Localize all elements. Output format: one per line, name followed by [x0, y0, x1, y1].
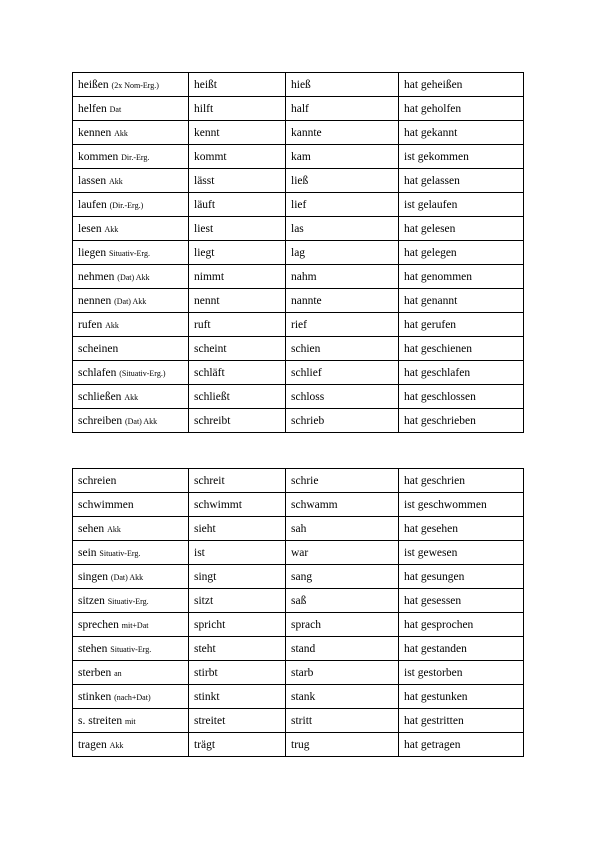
- perfect-cell: hat gestunken: [399, 685, 524, 709]
- infinitive-cell: [73, 337, 189, 361]
- complement-note: (Situativ-Erg.): [119, 368, 166, 378]
- infinitive-text: sehen: [78, 522, 105, 535]
- present-cell: ruft: [189, 313, 286, 337]
- infinitive-text: heißen: [78, 78, 109, 91]
- infinitive-cell: [73, 241, 189, 265]
- table-row: [73, 361, 524, 385]
- infinitive-cell: [73, 685, 189, 709]
- complement-note: Situativ-Erg.: [108, 248, 150, 258]
- complement-note: Akk: [109, 740, 124, 750]
- complement-note: Akk: [107, 524, 121, 534]
- infinitive-text: lassen: [78, 174, 107, 187]
- present-cell: schreibt: [189, 409, 286, 433]
- infinitive-text: liegen: [78, 246, 107, 259]
- infinitive-cell: [73, 493, 189, 517]
- infinitive-cell: [73, 73, 189, 97]
- preterite-cell: sprach: [286, 613, 399, 637]
- present-cell: singt: [189, 565, 286, 589]
- infinitive-text: schreiben: [78, 414, 123, 427]
- complement-note: Akk: [114, 128, 128, 138]
- infinitive-cell: [73, 661, 189, 685]
- complement-note: Akk: [104, 224, 119, 234]
- table-row: [73, 589, 524, 613]
- infinitive-text: s. streiten: [78, 714, 123, 727]
- table-row: [73, 217, 524, 241]
- perfect-cell: hat geschienen: [399, 337, 524, 361]
- infinitive-cell: [73, 565, 189, 589]
- infinitive-cell: [73, 169, 189, 193]
- infinitive-cell: [73, 265, 189, 289]
- complement-note: Akk: [108, 176, 123, 186]
- infinitive-text: laufen: [78, 198, 107, 211]
- perfect-cell: ist geschwommen: [399, 493, 524, 517]
- infinitive-cell: [73, 313, 189, 337]
- infinitive-text: sein: [78, 546, 97, 559]
- table-row: [73, 709, 524, 733]
- preterite-cell: hieß: [286, 73, 399, 97]
- perfect-cell: hat gestritten: [399, 709, 524, 733]
- infinitive-text: schreien: [78, 474, 117, 487]
- perfect-cell: ist gekommen: [399, 145, 524, 169]
- table-row: [73, 469, 524, 493]
- present-cell: nennt: [189, 289, 286, 313]
- infinitive-text: tragen: [78, 738, 107, 751]
- present-cell: sieht: [189, 517, 286, 541]
- perfect-cell: ist gelaufen: [399, 193, 524, 217]
- perfect-cell: hat geheißen: [399, 73, 524, 97]
- preterite-cell: trug: [286, 733, 399, 757]
- present-cell: kennt: [189, 121, 286, 145]
- complement-note: Dat: [109, 104, 122, 114]
- preterite-cell: stand: [286, 637, 399, 661]
- infinitive-text: sitzen: [78, 594, 105, 607]
- perfect-cell: hat gelegen: [399, 241, 524, 265]
- complement-note: (Dir.-Erg.): [109, 200, 144, 210]
- table-row: [73, 385, 524, 409]
- complement-note: (nach+Dat): [114, 692, 151, 702]
- perfect-cell: hat geschrieben: [399, 409, 524, 433]
- preterite-cell: starb: [286, 661, 399, 685]
- infinitive-text: singen: [78, 570, 109, 583]
- table-row: [73, 73, 524, 97]
- table-row: [73, 193, 524, 217]
- present-cell: ist: [189, 541, 286, 565]
- preterite-cell: kannte: [286, 121, 399, 145]
- verb-table-2: [72, 468, 524, 757]
- infinitive-text: stehen: [78, 642, 108, 655]
- table-row: [73, 541, 524, 565]
- perfect-cell: hat gestanden: [399, 637, 524, 661]
- table-row: [73, 613, 524, 637]
- perfect-cell: hat gerufen: [399, 313, 524, 337]
- infinitive-cell: [73, 637, 189, 661]
- table-row: [73, 265, 524, 289]
- preterite-cell: nannte: [286, 289, 399, 313]
- complement-note: Situativ-Erg.: [99, 548, 141, 558]
- perfect-cell: ist gewesen: [399, 541, 524, 565]
- table-row: [73, 337, 524, 361]
- infinitive-cell: [73, 409, 189, 433]
- present-cell: lässt: [189, 169, 286, 193]
- preterite-cell: lief: [286, 193, 399, 217]
- infinitive-cell: [73, 97, 189, 121]
- perfect-cell: hat gekannt: [399, 121, 524, 145]
- infinitive-cell: [73, 385, 189, 409]
- infinitive-cell: [73, 289, 189, 313]
- present-cell: trägt: [189, 733, 286, 757]
- present-cell: nimmt: [189, 265, 286, 289]
- complement-note: (Dat) Akk: [117, 272, 150, 282]
- complement-note: an: [114, 668, 122, 678]
- infinitive-cell: [73, 709, 189, 733]
- infinitive-cell: [73, 121, 189, 145]
- table-row: [73, 733, 524, 757]
- preterite-cell: ließ: [286, 169, 399, 193]
- preterite-cell: schwamm: [286, 493, 399, 517]
- present-cell: sitzt: [189, 589, 286, 613]
- perfect-cell: hat geschlossen: [399, 385, 524, 409]
- preterite-cell: schloss: [286, 385, 399, 409]
- complement-note: (Dat) Akk: [114, 296, 147, 306]
- infinitive-text: schließen: [78, 390, 122, 403]
- table-row: [73, 145, 524, 169]
- present-cell: schreit: [189, 469, 286, 493]
- infinitive-text: kennen: [78, 126, 112, 139]
- preterite-cell: lag: [286, 241, 399, 265]
- present-cell: schwimmt: [189, 493, 286, 517]
- perfect-cell: hat geholfen: [399, 97, 524, 121]
- table-row: [73, 289, 524, 313]
- infinitive-text: schlafen: [78, 366, 117, 379]
- perfect-cell: hat geschlafen: [399, 361, 524, 385]
- table-row: [73, 661, 524, 685]
- preterite-cell: schrieb: [286, 409, 399, 433]
- present-cell: schläft: [189, 361, 286, 385]
- present-cell: steht: [189, 637, 286, 661]
- table-row: [73, 169, 524, 193]
- preterite-cell: nahm: [286, 265, 399, 289]
- preterite-cell: schien: [286, 337, 399, 361]
- perfect-cell: ist gestorben: [399, 661, 524, 685]
- table-row: [73, 637, 524, 661]
- infinitive-cell: [73, 469, 189, 493]
- perfect-cell: hat gesungen: [399, 565, 524, 589]
- perfect-cell: hat gelesen: [399, 217, 524, 241]
- present-cell: hilft: [189, 97, 286, 121]
- infinitive-cell: [73, 217, 189, 241]
- perfect-cell: hat gesprochen: [399, 613, 524, 637]
- complement-note: Akk: [105, 320, 119, 330]
- infinitive-text: nennen: [78, 294, 112, 307]
- complement-note: (Dat) Akk: [124, 416, 158, 426]
- complement-note: mit: [124, 716, 136, 726]
- infinitive-text: schwimmen: [78, 498, 134, 511]
- preterite-cell: half: [286, 97, 399, 121]
- infinitive-cell: [73, 517, 189, 541]
- perfect-cell: hat gelassen: [399, 169, 524, 193]
- infinitive-text: rufen: [78, 318, 103, 331]
- infinitive-cell: [73, 361, 189, 385]
- perfect-cell: hat geschrien: [399, 469, 524, 493]
- preterite-cell: saß: [286, 589, 399, 613]
- infinitive-cell: [73, 589, 189, 613]
- preterite-cell: schlief: [286, 361, 399, 385]
- preterite-cell: schrie: [286, 469, 399, 493]
- preterite-cell: sah: [286, 517, 399, 541]
- table-row: [73, 241, 524, 265]
- table-row: [73, 565, 524, 589]
- table-row: [73, 313, 524, 337]
- present-cell: stirbt: [189, 661, 286, 685]
- infinitive-text: nehmen: [78, 270, 115, 283]
- present-cell: liegt: [189, 241, 286, 265]
- infinitive-text: stinken: [78, 690, 112, 703]
- infinitive-text: kommen: [78, 150, 119, 163]
- present-cell: stinkt: [189, 685, 286, 709]
- perfect-cell: hat getragen: [399, 733, 524, 757]
- preterite-cell: stritt: [286, 709, 399, 733]
- infinitive-text: helfen: [78, 102, 107, 115]
- table-row: [73, 493, 524, 517]
- complement-note: Situativ-Erg.: [107, 596, 149, 606]
- infinitive-text: sprechen: [78, 618, 119, 631]
- complement-note: Dir.-Erg.: [121, 152, 150, 162]
- preterite-cell: sang: [286, 565, 399, 589]
- table-row: [73, 121, 524, 145]
- complement-note: Akk: [124, 392, 139, 402]
- infinitive-text: scheinen: [78, 342, 119, 355]
- preterite-cell: las: [286, 217, 399, 241]
- present-cell: läuft: [189, 193, 286, 217]
- table-row: [73, 517, 524, 541]
- infinitive-cell: [73, 541, 189, 565]
- infinitive-cell: [73, 733, 189, 757]
- perfect-cell: hat gesehen: [399, 517, 524, 541]
- present-cell: scheint: [189, 337, 286, 361]
- present-cell: liest: [189, 217, 286, 241]
- preterite-cell: war: [286, 541, 399, 565]
- present-cell: heißt: [189, 73, 286, 97]
- perfect-cell: hat genommen: [399, 265, 524, 289]
- preterite-cell: kam: [286, 145, 399, 169]
- complement-note: Situativ-Erg.: [110, 644, 152, 654]
- present-cell: kommt: [189, 145, 286, 169]
- infinitive-cell: [73, 613, 189, 637]
- perfect-cell: hat genannt: [399, 289, 524, 313]
- preterite-cell: rief: [286, 313, 399, 337]
- present-cell: streitet: [189, 709, 286, 733]
- present-cell: schließt: [189, 385, 286, 409]
- table-row: [73, 409, 524, 433]
- infinitive-text: sterben: [78, 666, 112, 679]
- complement-note: (Dat) Akk: [110, 572, 144, 582]
- table-row: [73, 685, 524, 709]
- present-cell: spricht: [189, 613, 286, 637]
- infinitive-cell: [73, 145, 189, 169]
- complement-note: (2x Nom-Erg.): [111, 80, 159, 90]
- infinitive-cell: [73, 193, 189, 217]
- perfect-cell: hat gesessen: [399, 589, 524, 613]
- infinitive-text: lesen: [78, 222, 102, 235]
- verb-table-1: [72, 72, 524, 433]
- table-row: [73, 97, 524, 121]
- complement-note: mit+Dat: [121, 620, 149, 630]
- preterite-cell: stank: [286, 685, 399, 709]
